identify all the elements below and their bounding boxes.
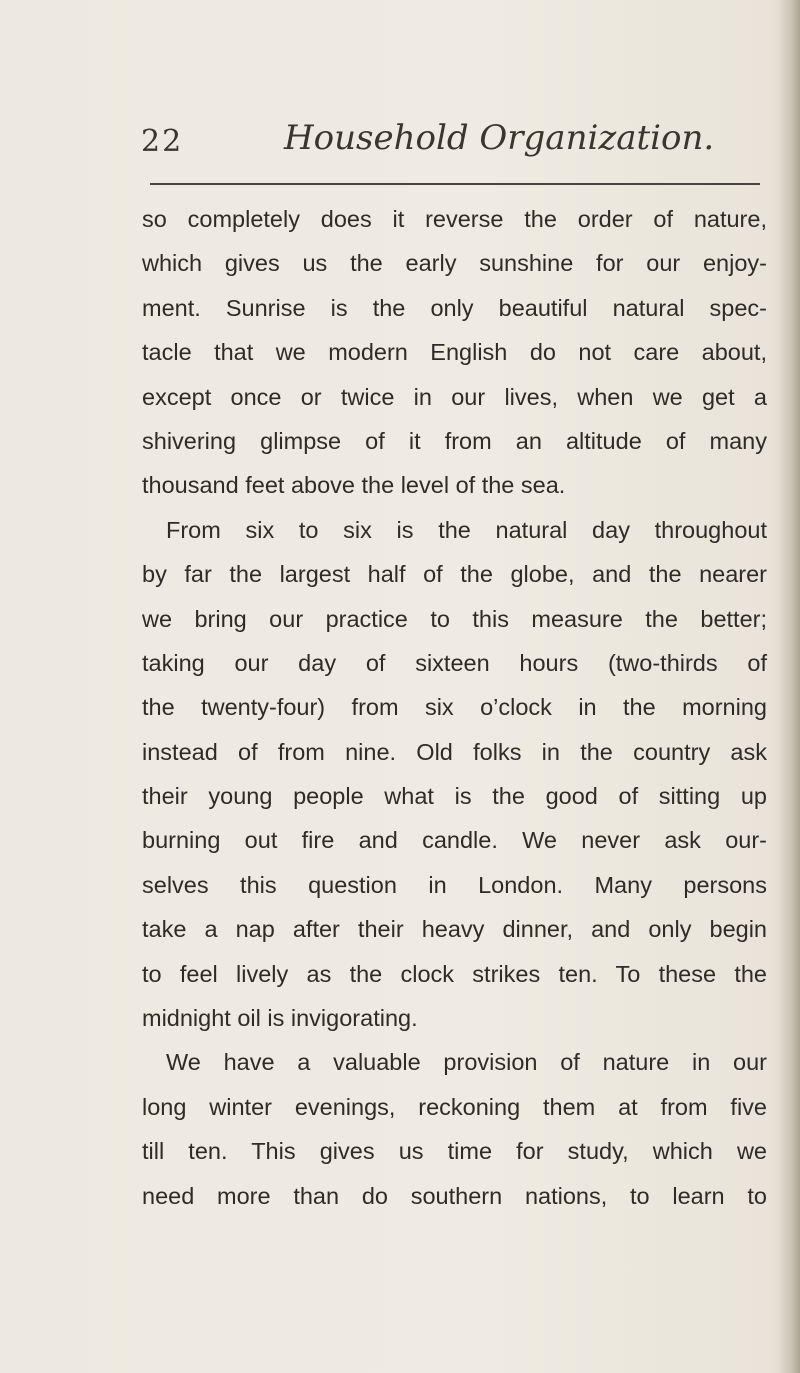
- text-line: their young people what is the good of sitting up: [142, 783, 767, 810]
- text-line: burning out fire and candle. We never ask our-: [142, 827, 767, 854]
- text-line: midnight oil is invigorating.: [142, 1005, 418, 1032]
- text-line: except once or twice in our lives, when we get a: [142, 383, 767, 410]
- page-number: 22: [141, 124, 184, 159]
- header-rule: [150, 183, 760, 185]
- text-line: ment. Sunrise is the only beautiful natural spec-: [142, 294, 767, 321]
- text-line: by far the largest half of the globe, and the nearer: [142, 561, 767, 588]
- text-line: so completely does it reverse the order of nature,: [142, 206, 767, 232]
- text-line: From six to six is the natural day throughout: [166, 516, 767, 543]
- text-line: we bring our practice to this measure the better;: [142, 605, 767, 632]
- text-line: the twenty-four) from six o’clock in the morning: [142, 694, 767, 721]
- text-line: taking our day of sixteen hours (two-thirds of: [142, 649, 767, 676]
- text-line: take a nap after their heavy dinner, and only begin: [142, 916, 767, 943]
- text-line: long winter evenings, reckoning them at from five: [142, 1093, 767, 1120]
- text-line: selves this question in London. Many persons: [142, 871, 767, 898]
- text-line: till ten. This gives us time for study, which we: [142, 1138, 767, 1165]
- text-line: shivering glimpse of it from an altitude of many: [142, 427, 767, 454]
- running-title: Household Organization.: [284, 118, 715, 158]
- text-line: need more than do southern nations, to learn to: [142, 1182, 767, 1209]
- page-header: [141, 98, 761, 168]
- page-edge-shadow: [778, 0, 800, 1373]
- text-line: tacle that we modern English do not care about,: [142, 339, 767, 366]
- text-line: thousand feet above the level of the sea.: [142, 472, 566, 499]
- text-line: to feel lively as the clock strikes ten. To these the: [142, 960, 767, 987]
- text-line: instead of from nine. Old folks in the country ask: [142, 738, 767, 765]
- body-text: [142, 197, 767, 1218]
- text-line: We have a valuable provision of nature in our: [166, 1049, 767, 1076]
- text-line: which gives us the early sunshine for our enjoy-: [142, 250, 767, 277]
